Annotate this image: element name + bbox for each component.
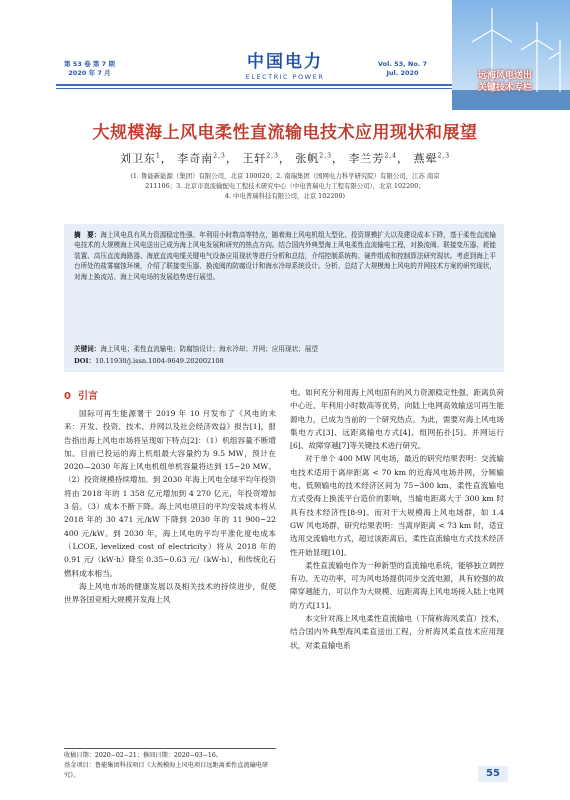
doi-label: DOI：: [74, 357, 96, 365]
abstract: [74, 230, 496, 282]
journal-name-en: ELECTRIC POWER: [245, 73, 325, 81]
affiliation-line: 4. 中电普瑞科技有限公司，北京 102200): [224, 192, 346, 200]
keywords: [74, 344, 496, 354]
journal-name-cn: 中国电力: [247, 52, 323, 72]
paragraph: 本文针对海上风电柔性直流输电（下简称海风柔直）技术，结合国内外典型海风柔直送出工程，分析海风柔直技术应用现状，对柔直输电系: [290, 614, 504, 650]
section-number: 0: [64, 391, 71, 402]
paragraph: 国际可再生能源署于 2019 年 10 月发布了《风电的未来：开发、投资、技术、并网以及社会经济效益》报告[1]，报告指出海上风电市场将呈现如下特点[2]：（1）机组容量不断增加。目前已投运的海上机组最大容量约为 9.5 MW，预计在 2020—2030 年海上风电机组单机容量将达到 15~20 MW。（2）投资规模持续增加。到 2030 年海上风电全球平均年投资将由 2018 年的 1 358 亿元增加到 4 270 亿元，年投资增加 3 倍。（3）成本不断下降。海上风电项目的平均安装成本将从 2018 年的 30 471 元/kW 下降到 2030 年的 11 900~22 400 元/kW。到 2030 年，海上风电的平均平准化度电成本（LCOE, levelized cost of electricity）将从 2018 年的 0.91 元/（kW·h）降至 0.35~0.63 元/（kW·h），和传统化石燃料成本相当。: [64, 409, 276, 578]
affiliation-line: (1. 鲁能新能源（集团）有限公司，北京 100020；2. 南瑞集团（国网电力科学研究院）有限公司，江苏 南京: [130, 172, 440, 180]
keywords-label: 关键词：: [74, 345, 101, 353]
page-number: 55: [486, 768, 500, 779]
volume-issue-cn: 第 53 卷 第 7 期: [64, 60, 115, 68]
date-cn: 2020 年 7 月: [68, 69, 111, 77]
volume-issue-en: Vol. 53, No. 7: [378, 60, 428, 68]
author: 李奇南$^{2,3}$: [177, 152, 226, 165]
header-divider-thin: [56, 88, 456, 89]
affiliation-line: 211106；3. 北京市直流输配电工程技术研究中心（中电普瑞电力工程有限公司），北京 102200；: [145, 182, 425, 190]
keywords-text: 海上风电；柔性直流输电；防腐蚀设计；海水冷却；并网；应用现状；展望: [100, 345, 318, 353]
footnote: [64, 751, 280, 781]
received-dates: 收稿日期：2020−02−21；修回日期：2020−03−16。: [64, 752, 222, 759]
author: 张帆$^{2,3}$: [295, 152, 332, 165]
section-title: 引言: [77, 391, 98, 402]
column-label-line1: 远海风电送出: [478, 71, 533, 81]
header-divider: [56, 84, 456, 86]
abstract-label: 摘 要：: [74, 231, 101, 239]
column-label-line2: 关键技术专栏: [478, 83, 533, 93]
journal-masthead: [215, 52, 355, 81]
section-heading: [64, 387, 98, 402]
author: 王轩$^{2,3}$: [242, 152, 279, 165]
author: 李兰芳$^{2,4}$: [348, 152, 397, 165]
footnote-divider: [64, 748, 276, 749]
issue-info-cn: [64, 60, 115, 78]
author: 刘卫东$^1$: [119, 152, 161, 165]
doi-value: 10.11930/j.issn.1004-9649.202002108: [95, 357, 224, 365]
paragraph: 海上风电市场的健康发展以及相关技术的持续进步，促使世界各国竞相大规模开发海上风: [64, 581, 276, 605]
affiliations: [70, 171, 500, 201]
paragraph: 对于单个 400 MW 风电场，最近的研究结果表明：交流输电技术适用于离岸距离 < 70 km 的近海风电场并网，分频输电、低频输电的技术经济区间为 75~300 km，柔性直流输电方式受海上换流平台造价的影响，当输电距离大于 300 km 时具有技术经济性[8-9]。而对于大规模海上风电场群，如 1.4 GW 风电场群，研究结果表明：当离岸距离 < 73 km 时，适宜选用交流输电方式，超过该距离后，柔性直流输电方式技术经济性开始显现[10]。: [290, 454, 504, 557]
paragraph: 电。如何充分利用海上风电固有的风力资源稳定性强、距离负荷中心近、年利用小时数高等优势，向陆上电网高效输送可再生能源电力，已成为当前的一个研究热点。为此，需要对海上风电场集电方式[3]、远距离输电方式[4]、组网拓扑[5]、并网运行[6]、故障穿越[7]等关键技术进行研究。: [290, 388, 504, 451]
author: 燕翚$^{2,3}$: [413, 152, 451, 165]
paper-title: 大规模海上风电柔性直流输电技术应用现状和展望: [92, 123, 478, 143]
funding-info: 基金项目：鲁能集团科技项目《大规模海上风电项目远距离柔性直流输电研究》。: [64, 762, 269, 779]
body-column-right: [290, 386, 504, 652]
issue-info-en: [378, 60, 427, 78]
paragraph: 柔性直流输电作为一种新型的直流输电系统，能够独立调控有功、无功功率，可为风电场提供同步交流电源，具有较强的故障穿越能力，可以作为大规模、远距离海上风电场接入陆上电网的方式[11]。: [290, 560, 504, 610]
abstract-text: 海上风电具有风力资源稳定性强、年利用小时数高等特点，随着海上风电机组大型化、投资规模扩大以及建设成本下降，基于柔性直流输电技术的大规模海上风电送出已成为海上风电发展和研究的热点方向。结合国内外典型海上风电柔性直流输电工程，对换流阀、联接变压器、耗能装置、高压直流海路器、海底直流电缆关键电气设备应用现状等进行分析和总结，介绍控制系统构、硬件组成和控制算法研究现状。考虑到海上平台所处的盐雾腐蚀环境，介绍了联接变压器、换流阀的防腐设计和海水冷却系统设计。分析、总结了大规模海上风电的并网技术方案的研究现状，对海上换流站、海上风电场的发展趋势进行展望。: [74, 231, 496, 281]
body-column-left: [64, 407, 276, 606]
doi: [74, 356, 496, 366]
column-label: [478, 70, 568, 94]
date-en: Jul. 2020: [386, 69, 419, 77]
author-list: 刘卫东$^1$， 李奇南$^{2,3}$， 王轩$^{2,3}$， 张帆$^{2,3}$， 李兰芳$^{2,4}$， 燕翚$^{2,3}$: [119, 152, 451, 165]
